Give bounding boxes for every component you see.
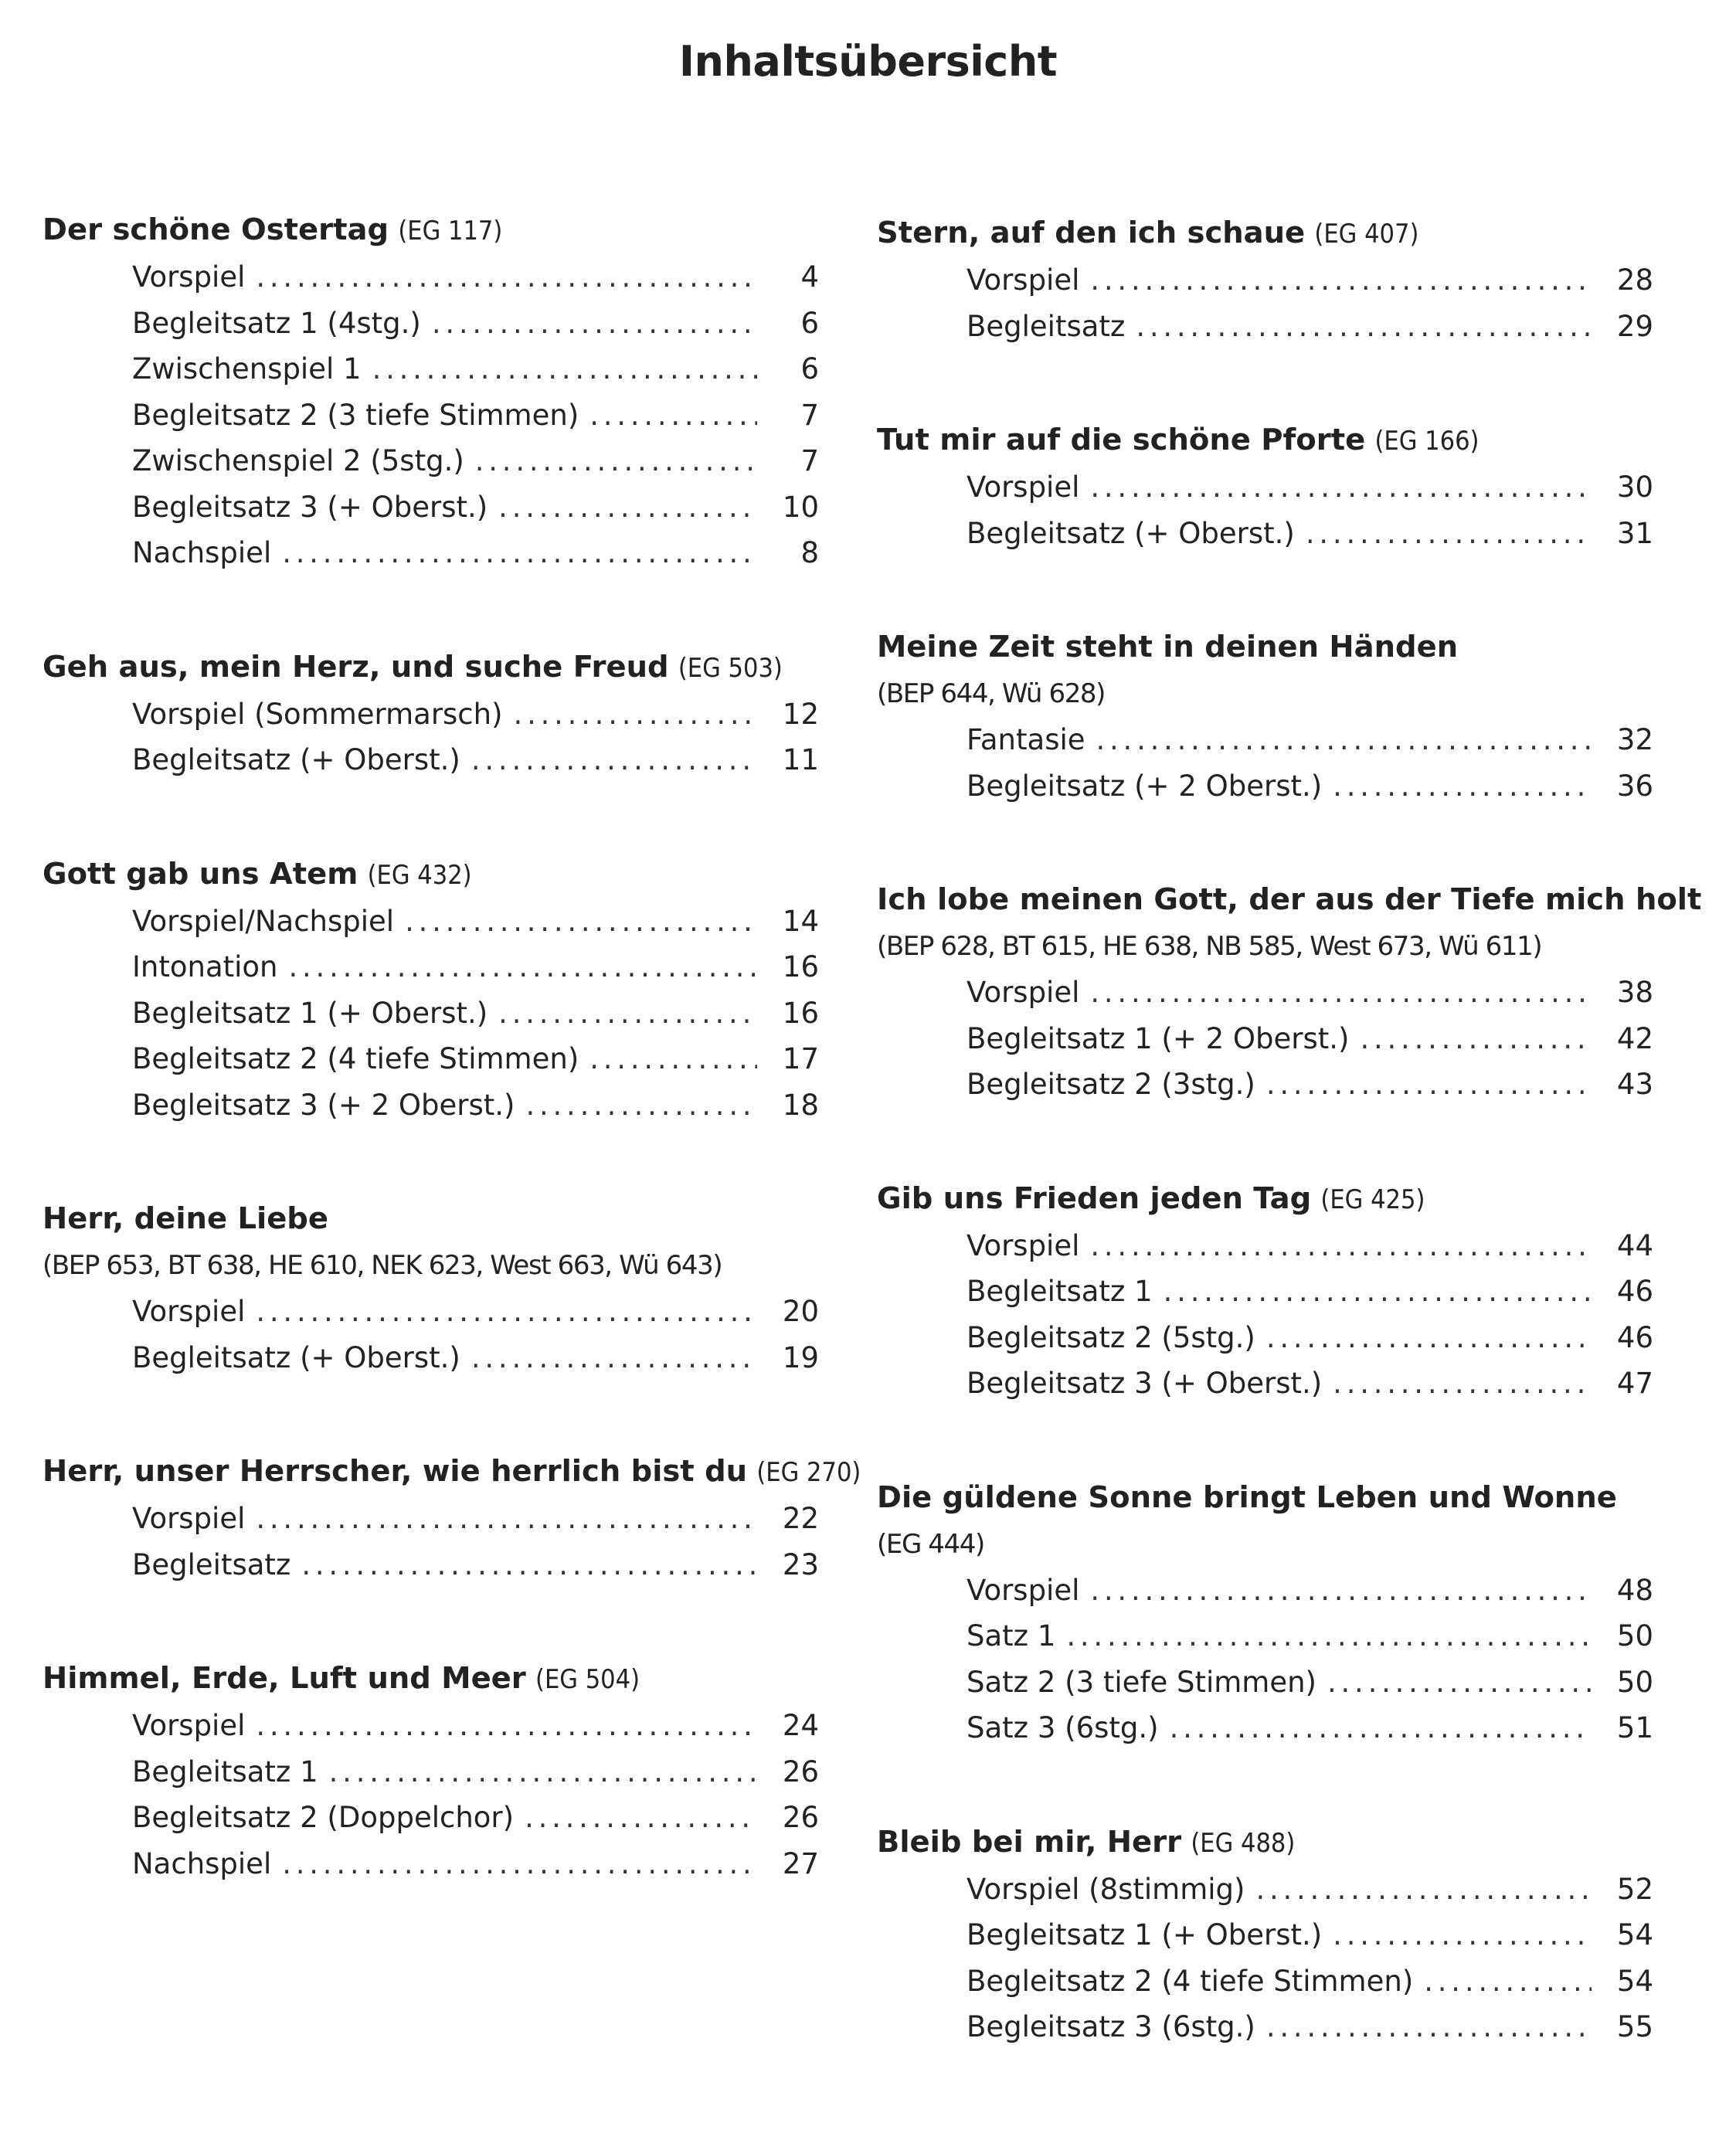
toc-entry[interactable] <box>967 1705 1653 1751</box>
toc-entry[interactable] <box>967 1958 1653 2005</box>
entry-label: Vorspiel (Sommermarsch) <box>132 697 503 731</box>
entry-page-number: 54 <box>1616 1918 1653 1951</box>
entry-page-number: 10 <box>782 490 819 524</box>
toc-entry[interactable] <box>967 1867 1653 1913</box>
entry-page-number: 52 <box>1616 1872 1653 1906</box>
entry-page-number: 7 <box>800 444 819 477</box>
entry-label: Vorspiel <box>132 1295 246 1328</box>
toc-entry[interactable] <box>967 1315 1653 1361</box>
dot-leader <box>256 254 757 301</box>
entry-page-number: 46 <box>1616 1320 1653 1354</box>
entry-label: Begleitsatz <box>132 1547 291 1581</box>
entry-page-number: 23 <box>782 1547 819 1581</box>
toc-entry[interactable] <box>132 1036 819 1082</box>
toc-section <box>877 417 1653 556</box>
toc-entry[interactable] <box>132 1795 819 1841</box>
toc-section <box>42 207 819 576</box>
toc-section <box>42 1449 861 1588</box>
entry-label: Begleitsatz 3 (+ Oberst.) <box>967 1367 1323 1400</box>
entry-page-number: 11 <box>782 743 819 776</box>
dot-leader <box>589 1036 757 1082</box>
entry-page-number: 7 <box>800 398 819 432</box>
dot-leader <box>256 1289 757 1335</box>
dot-leader <box>1090 970 1592 1016</box>
dot-leader <box>525 1082 757 1129</box>
toc-entry[interactable] <box>967 970 1653 1016</box>
entry-page-number: 12 <box>782 697 819 731</box>
toc-entry[interactable] <box>967 1223 1653 1269</box>
dot-leader <box>471 1335 757 1381</box>
toc-entry[interactable] <box>967 1568 1653 1614</box>
entry-label: Vorspiel <box>132 260 246 294</box>
dot-leader <box>1424 1958 1592 2005</box>
entry-label: Begleitsatz (+ 2 Oberst.) <box>967 769 1323 803</box>
toc-entry[interactable] <box>132 530 819 576</box>
entry-label: Nachspiel <box>132 1846 272 1880</box>
dot-leader <box>1090 257 1592 304</box>
entry-page-number: 42 <box>1616 1021 1653 1055</box>
hymn-reference: (EG 488) <box>1191 1827 1296 1859</box>
toc-entry[interactable] <box>967 1659 1653 1706</box>
toc-entry[interactable] <box>132 691 819 738</box>
dot-leader <box>1066 1613 1592 1659</box>
dot-leader <box>471 737 757 783</box>
entry-page-number: 16 <box>782 996 819 1030</box>
section-heading[interactable] <box>877 624 1653 671</box>
dot-leader <box>498 990 757 1037</box>
toc-entry[interactable] <box>132 438 819 484</box>
dot-leader <box>514 691 757 738</box>
entry-page-number: 54 <box>1616 1964 1653 1998</box>
entry-label: Intonation <box>132 950 278 983</box>
toc-entry[interactable] <box>967 763 1653 810</box>
dot-leader <box>1266 1062 1592 1108</box>
dot-leader <box>475 438 757 484</box>
dot-leader <box>1333 763 1592 810</box>
section-heading[interactable] <box>42 851 819 898</box>
entry-label: Begleitsatz 1 (4stg.) <box>132 306 421 340</box>
toc-entry[interactable] <box>132 1289 819 1335</box>
hymn-title: Gib uns Frieden jeden Tag <box>877 1180 1312 1216</box>
toc-column-left <box>42 207 861 1955</box>
hymn-reference-line: (BEP 628, BT 615, HE 638, NB 585, West 673, Wü 611) <box>877 931 1542 962</box>
toc-section <box>877 624 1653 809</box>
entry-page-number: 29 <box>1616 309 1653 343</box>
entry-page-number: 26 <box>782 1754 819 1788</box>
hymn-title: Gott gab uns Atem <box>42 856 358 892</box>
entry-page-number: 31 <box>1616 516 1653 550</box>
hymn-reference: (EG 166) <box>1374 426 1480 457</box>
dot-leader <box>289 944 757 990</box>
toc-entry[interactable] <box>967 1062 1653 1108</box>
dot-leader <box>589 392 757 439</box>
entry-page-number: 50 <box>1616 1665 1653 1699</box>
entry-label: Vorspiel <box>967 1573 1080 1607</box>
entry-label: Begleitsatz 2 (5stg.) <box>967 1320 1255 1354</box>
entry-label: Zwischenspiel 2 (5stg.) <box>132 444 464 477</box>
entry-label: Vorspiel <box>967 976 1080 1009</box>
dot-leader <box>329 1749 757 1795</box>
hymn-title: Die güldene Sonne bringt Leben und Wonne <box>877 1479 1617 1515</box>
hymn-title: Stern, auf den ich schaue <box>877 216 1306 250</box>
page-title: Inhaltsübersicht <box>678 37 1058 86</box>
dot-leader <box>256 1703 757 1749</box>
entry-label: Begleitsatz 1 <box>967 1275 1153 1308</box>
entry-page-number: 55 <box>1616 2010 1653 2043</box>
section-heading[interactable] <box>42 1656 819 1703</box>
toc-entry[interactable] <box>132 392 819 439</box>
entry-label: Vorspiel <box>967 470 1080 504</box>
entry-page-number: 28 <box>1616 263 1653 297</box>
hymn-title: Der schöne Ostertag <box>42 212 389 247</box>
dot-leader <box>1096 717 1592 763</box>
entry-page-number: 8 <box>800 536 819 569</box>
entry-label: Vorspiel <box>132 1502 246 1535</box>
toc-entry[interactable] <box>132 898 819 945</box>
entry-page-number: 30 <box>1616 470 1653 504</box>
entry-label: Satz 3 (6stg.) <box>967 1711 1159 1744</box>
entry-label: Begleitsatz 3 (6stg.) <box>967 2010 1255 2043</box>
entry-page-number: 24 <box>782 1709 819 1742</box>
hymn-reference: (EG 117) <box>398 216 503 246</box>
toc-section <box>877 877 1702 1108</box>
toc-entry[interactable] <box>967 511 1653 557</box>
toc-column-right <box>877 210 1702 2118</box>
toc-entry[interactable] <box>132 944 819 990</box>
hymn-reference: (EG 407) <box>1314 219 1419 250</box>
dot-leader <box>432 301 757 347</box>
dot-leader <box>1360 1016 1592 1062</box>
hymn-title: Herr, unser Herrscher, wie herrlich bist du <box>42 1454 748 1489</box>
entry-page-number: 22 <box>782 1502 819 1535</box>
section-heading[interactable] <box>877 1819 1653 1867</box>
toc-entry[interactable] <box>132 1082 819 1129</box>
toc-entry[interactable] <box>132 254 819 301</box>
entry-page-number: 48 <box>1616 1573 1653 1607</box>
dot-leader <box>1333 1360 1592 1407</box>
hymn-reference: (EG 504) <box>535 1664 640 1695</box>
dot-leader <box>498 484 757 531</box>
section-heading[interactable] <box>42 207 819 254</box>
entry-label: Vorspiel <box>132 1709 246 1742</box>
entry-label: Begleitsatz <box>967 309 1126 343</box>
toc-section <box>42 851 819 1129</box>
section-heading[interactable] <box>877 877 1702 923</box>
toc-entry[interactable] <box>132 1749 819 1795</box>
toc-entry[interactable] <box>967 1912 1653 1958</box>
toc-section <box>877 210 1653 349</box>
entry-label: Begleitsatz 2 (3stg.) <box>967 1068 1255 1101</box>
dot-leader <box>1164 1269 1592 1315</box>
entry-label: Begleitsatz 1 (+ 2 Oberst.) <box>967 1021 1350 1055</box>
entry-label: Begleitsatz 1 (+ Oberst.) <box>132 996 488 1030</box>
entry-page-number: 6 <box>800 306 819 340</box>
section-heading[interactable] <box>42 644 819 691</box>
entry-label: Fantasie <box>967 723 1085 756</box>
hymn-reference: (EG 270) <box>756 1457 861 1488</box>
section-heading[interactable] <box>877 417 1653 464</box>
toc-entry[interactable] <box>132 301 819 347</box>
section-heading[interactable] <box>42 1449 861 1496</box>
entry-page-number: 38 <box>1616 976 1653 1009</box>
toc-section <box>877 1475 1653 1751</box>
dot-leader <box>1090 1223 1592 1269</box>
entry-label: Begleitsatz (+ Oberst.) <box>132 743 460 776</box>
dot-leader <box>1266 2004 1592 2050</box>
entry-page-number: 50 <box>1616 1619 1653 1653</box>
entry-label: Begleitsatz 2 (4 tiefe Stimmen) <box>967 1964 1414 1998</box>
dot-leader <box>1170 1705 1592 1751</box>
hymn-reference: (EG 425) <box>1320 1184 1425 1215</box>
entry-page-number: 32 <box>1616 723 1653 756</box>
hymn-title: Geh aus, mein Herz, und suche Freud <box>42 649 669 684</box>
entry-label: Vorspiel <box>967 1228 1080 1262</box>
toc-entry[interactable] <box>967 1613 1653 1659</box>
section-heading[interactable] <box>877 1475 1653 1521</box>
hymn-title: Himmel, Erde, Luft und Meer <box>42 1661 526 1696</box>
entry-page-number: 47 <box>1616 1367 1653 1400</box>
toc-entry[interactable] <box>967 1360 1653 1407</box>
entry-label: Begleitsatz 2 (Doppelchor) <box>132 1801 515 1834</box>
hymn-title: Ich lobe meinen Gott, der aus der Tiefe mich holt <box>877 882 1702 917</box>
entry-page-number: 14 <box>782 904 819 938</box>
toc-entry[interactable] <box>132 737 819 783</box>
toc-section <box>42 644 819 783</box>
entry-page-number: 51 <box>1616 1711 1653 1744</box>
section-heading[interactable] <box>877 210 1653 257</box>
dot-leader <box>282 1841 757 1887</box>
toc-section <box>42 1196 819 1381</box>
entry-page-number: 17 <box>782 1042 819 1075</box>
entry-label: Begleitsatz 3 (+ Oberst.) <box>132 490 488 524</box>
dot-leader <box>405 898 757 945</box>
hymn-title: Bleib bei mir, Herr <box>877 1824 1182 1860</box>
dot-leader <box>256 1496 757 1542</box>
hymn-title: Meine Zeit steht in deinen Händen <box>877 630 1459 664</box>
entry-page-number: 18 <box>782 1088 819 1122</box>
dot-leader <box>1255 1867 1592 1913</box>
toc-entry[interactable] <box>132 1496 819 1542</box>
entry-label: Vorspiel <box>967 263 1080 297</box>
section-heading[interactable] <box>42 1196 819 1242</box>
hymn-reference-line: (BEP 644, Wü 628) <box>877 678 1106 709</box>
toc-section <box>42 1656 819 1887</box>
entry-label: Begleitsatz 3 (+ 2 Oberst.) <box>132 1088 515 1122</box>
dot-leader <box>1327 1659 1592 1706</box>
dot-leader <box>1090 1568 1592 1614</box>
entry-page-number: 44 <box>1616 1228 1653 1262</box>
toc-entry[interactable] <box>132 346 819 392</box>
entry-page-number: 19 <box>782 1340 819 1374</box>
entry-page-number: 6 <box>800 352 819 386</box>
toc-entry[interactable] <box>132 484 819 531</box>
entry-page-number: 20 <box>782 1295 819 1328</box>
dot-leader <box>1306 511 1592 557</box>
toc-entry[interactable] <box>967 1016 1653 1062</box>
toc-entry[interactable] <box>967 2004 1653 2050</box>
dot-leader <box>1266 1315 1592 1361</box>
entry-label: Zwischenspiel 1 <box>132 352 362 386</box>
dot-leader <box>301 1542 757 1588</box>
section-heading[interactable] <box>877 1176 1653 1223</box>
entry-page-number: 26 <box>782 1801 819 1834</box>
dot-leader <box>1136 304 1592 350</box>
entry-label: Satz 2 (3 tiefe Stimmen) <box>967 1665 1316 1699</box>
toc-entry[interactable] <box>132 1542 819 1588</box>
entry-page-number: 16 <box>782 950 819 983</box>
toc-entry[interactable] <box>967 464 1653 511</box>
toc-entry[interactable] <box>132 1335 819 1381</box>
toc-entry[interactable] <box>132 1703 819 1749</box>
toc-entry[interactable] <box>967 257 1653 304</box>
toc-entry[interactable] <box>967 304 1653 350</box>
entry-label: Begleitsatz 1 (+ Oberst.) <box>967 1918 1323 1951</box>
hymn-reference-line: (EG 444) <box>877 1528 984 1560</box>
toc-entry[interactable] <box>132 1841 819 1887</box>
entry-page-number: 36 <box>1616 769 1653 803</box>
entry-label: Begleitsatz 2 (4 tiefe Stimmen) <box>132 1042 579 1075</box>
entry-page-number: 46 <box>1616 1275 1653 1308</box>
toc-entry[interactable] <box>967 1269 1653 1315</box>
hymn-reference: (EG 432) <box>367 859 472 891</box>
toc-section <box>877 1176 1653 1407</box>
entry-label: Begleitsatz 2 (3 tiefe Stimmen) <box>132 398 579 432</box>
entry-label: Begleitsatz (+ Oberst.) <box>132 1340 460 1374</box>
entry-page-number: 27 <box>782 1846 819 1880</box>
hymn-reference-line: (BEP 653, BT 638, HE 610, NEK 623, West 663, Wü 643) <box>42 1250 722 1281</box>
entry-label: Begleitsatz (+ Oberst.) <box>967 516 1295 550</box>
entry-page-number: 4 <box>800 260 819 294</box>
toc-entry[interactable] <box>967 717 1653 763</box>
entry-label: Satz 1 <box>967 1619 1056 1653</box>
hymn-title: Herr, deine Liebe <box>42 1201 328 1236</box>
entry-label: Nachspiel <box>132 536 272 569</box>
hymn-title: Tut mir auf die schöne Pforte <box>877 423 1366 457</box>
hymn-reference: (EG 503) <box>678 652 783 684</box>
entry-label: Vorspiel/Nachspiel <box>132 904 395 938</box>
dot-leader <box>282 530 757 576</box>
dot-leader <box>1333 1912 1592 1958</box>
dot-leader <box>525 1795 757 1841</box>
dot-leader <box>372 346 757 392</box>
entry-label: Begleitsatz 1 <box>132 1754 318 1788</box>
toc-section <box>877 1819 1653 2050</box>
dot-leader <box>1090 464 1592 511</box>
entry-page-number: 43 <box>1616 1068 1653 1101</box>
toc-entry[interactable] <box>132 990 819 1037</box>
entry-label: Vorspiel (8stimmig) <box>967 1872 1245 1906</box>
